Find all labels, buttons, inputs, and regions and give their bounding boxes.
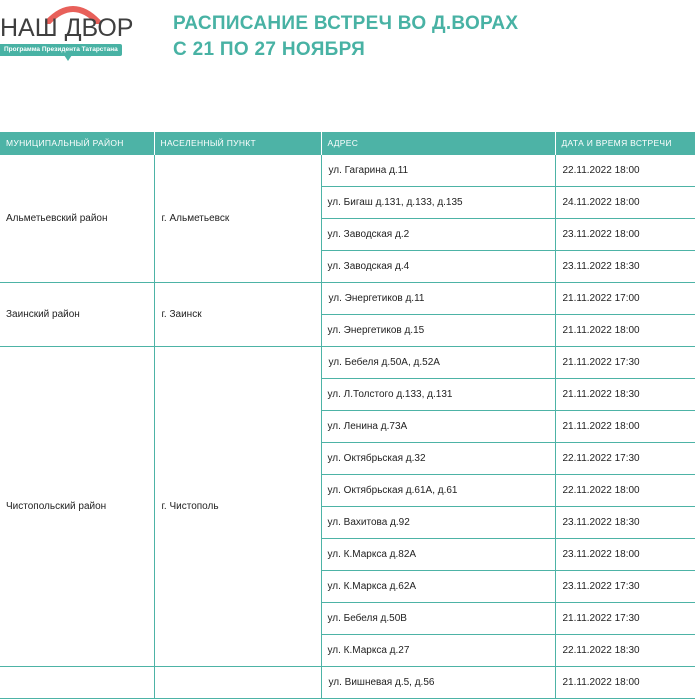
address-cell: ул. Бебеля д.50А, д.52А xyxy=(321,347,555,379)
datetime-cell: 23.11.2022 18:00 xyxy=(555,539,695,571)
datetime-cell: 21.11.2022 18:30 xyxy=(555,379,695,411)
datetime-cell: 21.11.2022 18:00 xyxy=(555,667,695,699)
datetime-cell: 21.11.2022 18:00 xyxy=(555,411,695,443)
address-cell: ул. Гагарина д.11 xyxy=(321,155,555,187)
logo-subtitle: Программа Президента Татарстана xyxy=(0,44,122,56)
locality-cell: г. Заинск xyxy=(154,283,321,347)
datetime-cell: 23.11.2022 18:30 xyxy=(555,507,695,539)
district-cell: Чистопольский район xyxy=(0,347,154,667)
address-cell: ул. К.Маркса д.62А xyxy=(321,571,555,603)
locality-cell xyxy=(154,667,321,699)
address-cell: ул. Л.Толстого д.133, д.131 xyxy=(321,379,555,411)
datetime-cell: 22.11.2022 18:00 xyxy=(555,155,695,187)
schedule-body xyxy=(0,155,695,699)
page-title: РАСПИСАНИЕ ВСТРЕЧ ВО Д.ВОРАХ xyxy=(173,13,519,34)
column-header-datetime: ДАТА И ВРЕМЯ ВСТРЕЧИ xyxy=(555,132,695,155)
datetime-cell: 23.11.2022 18:00 xyxy=(555,219,695,251)
table-header-row xyxy=(0,132,695,155)
logo-badge-tail xyxy=(64,55,72,61)
datetime-cell: 22.11.2022 17:30 xyxy=(555,443,695,475)
address-cell: ул. К.Маркса д.27 xyxy=(321,635,555,667)
datetime-cell: 22.11.2022 18:30 xyxy=(555,635,695,667)
datetime-cell: 21.11.2022 18:00 xyxy=(555,315,695,347)
column-header-locality: НАСЕЛЕННЫЙ ПУНКТ xyxy=(154,132,321,155)
district-cell: Заинский район xyxy=(0,283,154,347)
address-cell: ул. Октябрьская д.32 xyxy=(321,443,555,475)
district-cell: Альметьевский район xyxy=(0,155,154,283)
locality-cell: г. Альметьевск xyxy=(154,155,321,283)
address-cell: ул. Ленина д.73А xyxy=(321,411,555,443)
column-header-district: МУНИЦИПАЛЬНЫЙ РАЙОН xyxy=(0,132,154,155)
datetime-cell: 23.11.2022 18:30 xyxy=(555,251,695,283)
datetime-cell: 22.11.2022 18:00 xyxy=(555,475,695,507)
table-row xyxy=(0,155,695,187)
district-cell xyxy=(0,667,154,699)
address-cell: ул. Вишневая д.5, д.56 xyxy=(321,667,555,699)
schedule-table xyxy=(0,132,695,699)
column-header-address: АДРЕС xyxy=(321,132,555,155)
address-cell: ул. Заводская д.4 xyxy=(321,251,555,283)
address-cell: ул. Энергетиков д.11 xyxy=(321,283,555,315)
address-cell: ул. Заводская д.2 xyxy=(321,219,555,251)
address-cell: ул. Бигаш д.131, д.133, д.135 xyxy=(321,187,555,219)
table-row xyxy=(0,347,695,379)
table-row xyxy=(0,667,695,699)
datetime-cell: 21.11.2022 17:30 xyxy=(555,347,695,379)
address-cell: ул. Вахитова д.92 xyxy=(321,507,555,539)
address-cell: ул. Бебеля д.50В xyxy=(321,603,555,635)
datetime-cell: 21.11.2022 17:30 xyxy=(555,603,695,635)
locality-cell: г. Чистополь xyxy=(154,347,321,667)
address-cell: ул. Энергетиков д.15 xyxy=(321,315,555,347)
datetime-cell: 23.11.2022 17:30 xyxy=(555,571,695,603)
datetime-cell: 21.11.2022 17:00 xyxy=(555,283,695,315)
datetime-cell: 24.11.2022 18:00 xyxy=(555,187,695,219)
address-cell: ул. К.Маркса д.82А xyxy=(321,539,555,571)
table-row xyxy=(0,283,695,315)
logo-text: НАШ ДВОР xyxy=(0,14,134,42)
page-subtitle: С 21 ПО 27 НОЯБРЯ xyxy=(173,39,366,60)
logo xyxy=(0,0,150,66)
address-cell: ул. Октябрьская д.61А, д.61 xyxy=(321,475,555,507)
